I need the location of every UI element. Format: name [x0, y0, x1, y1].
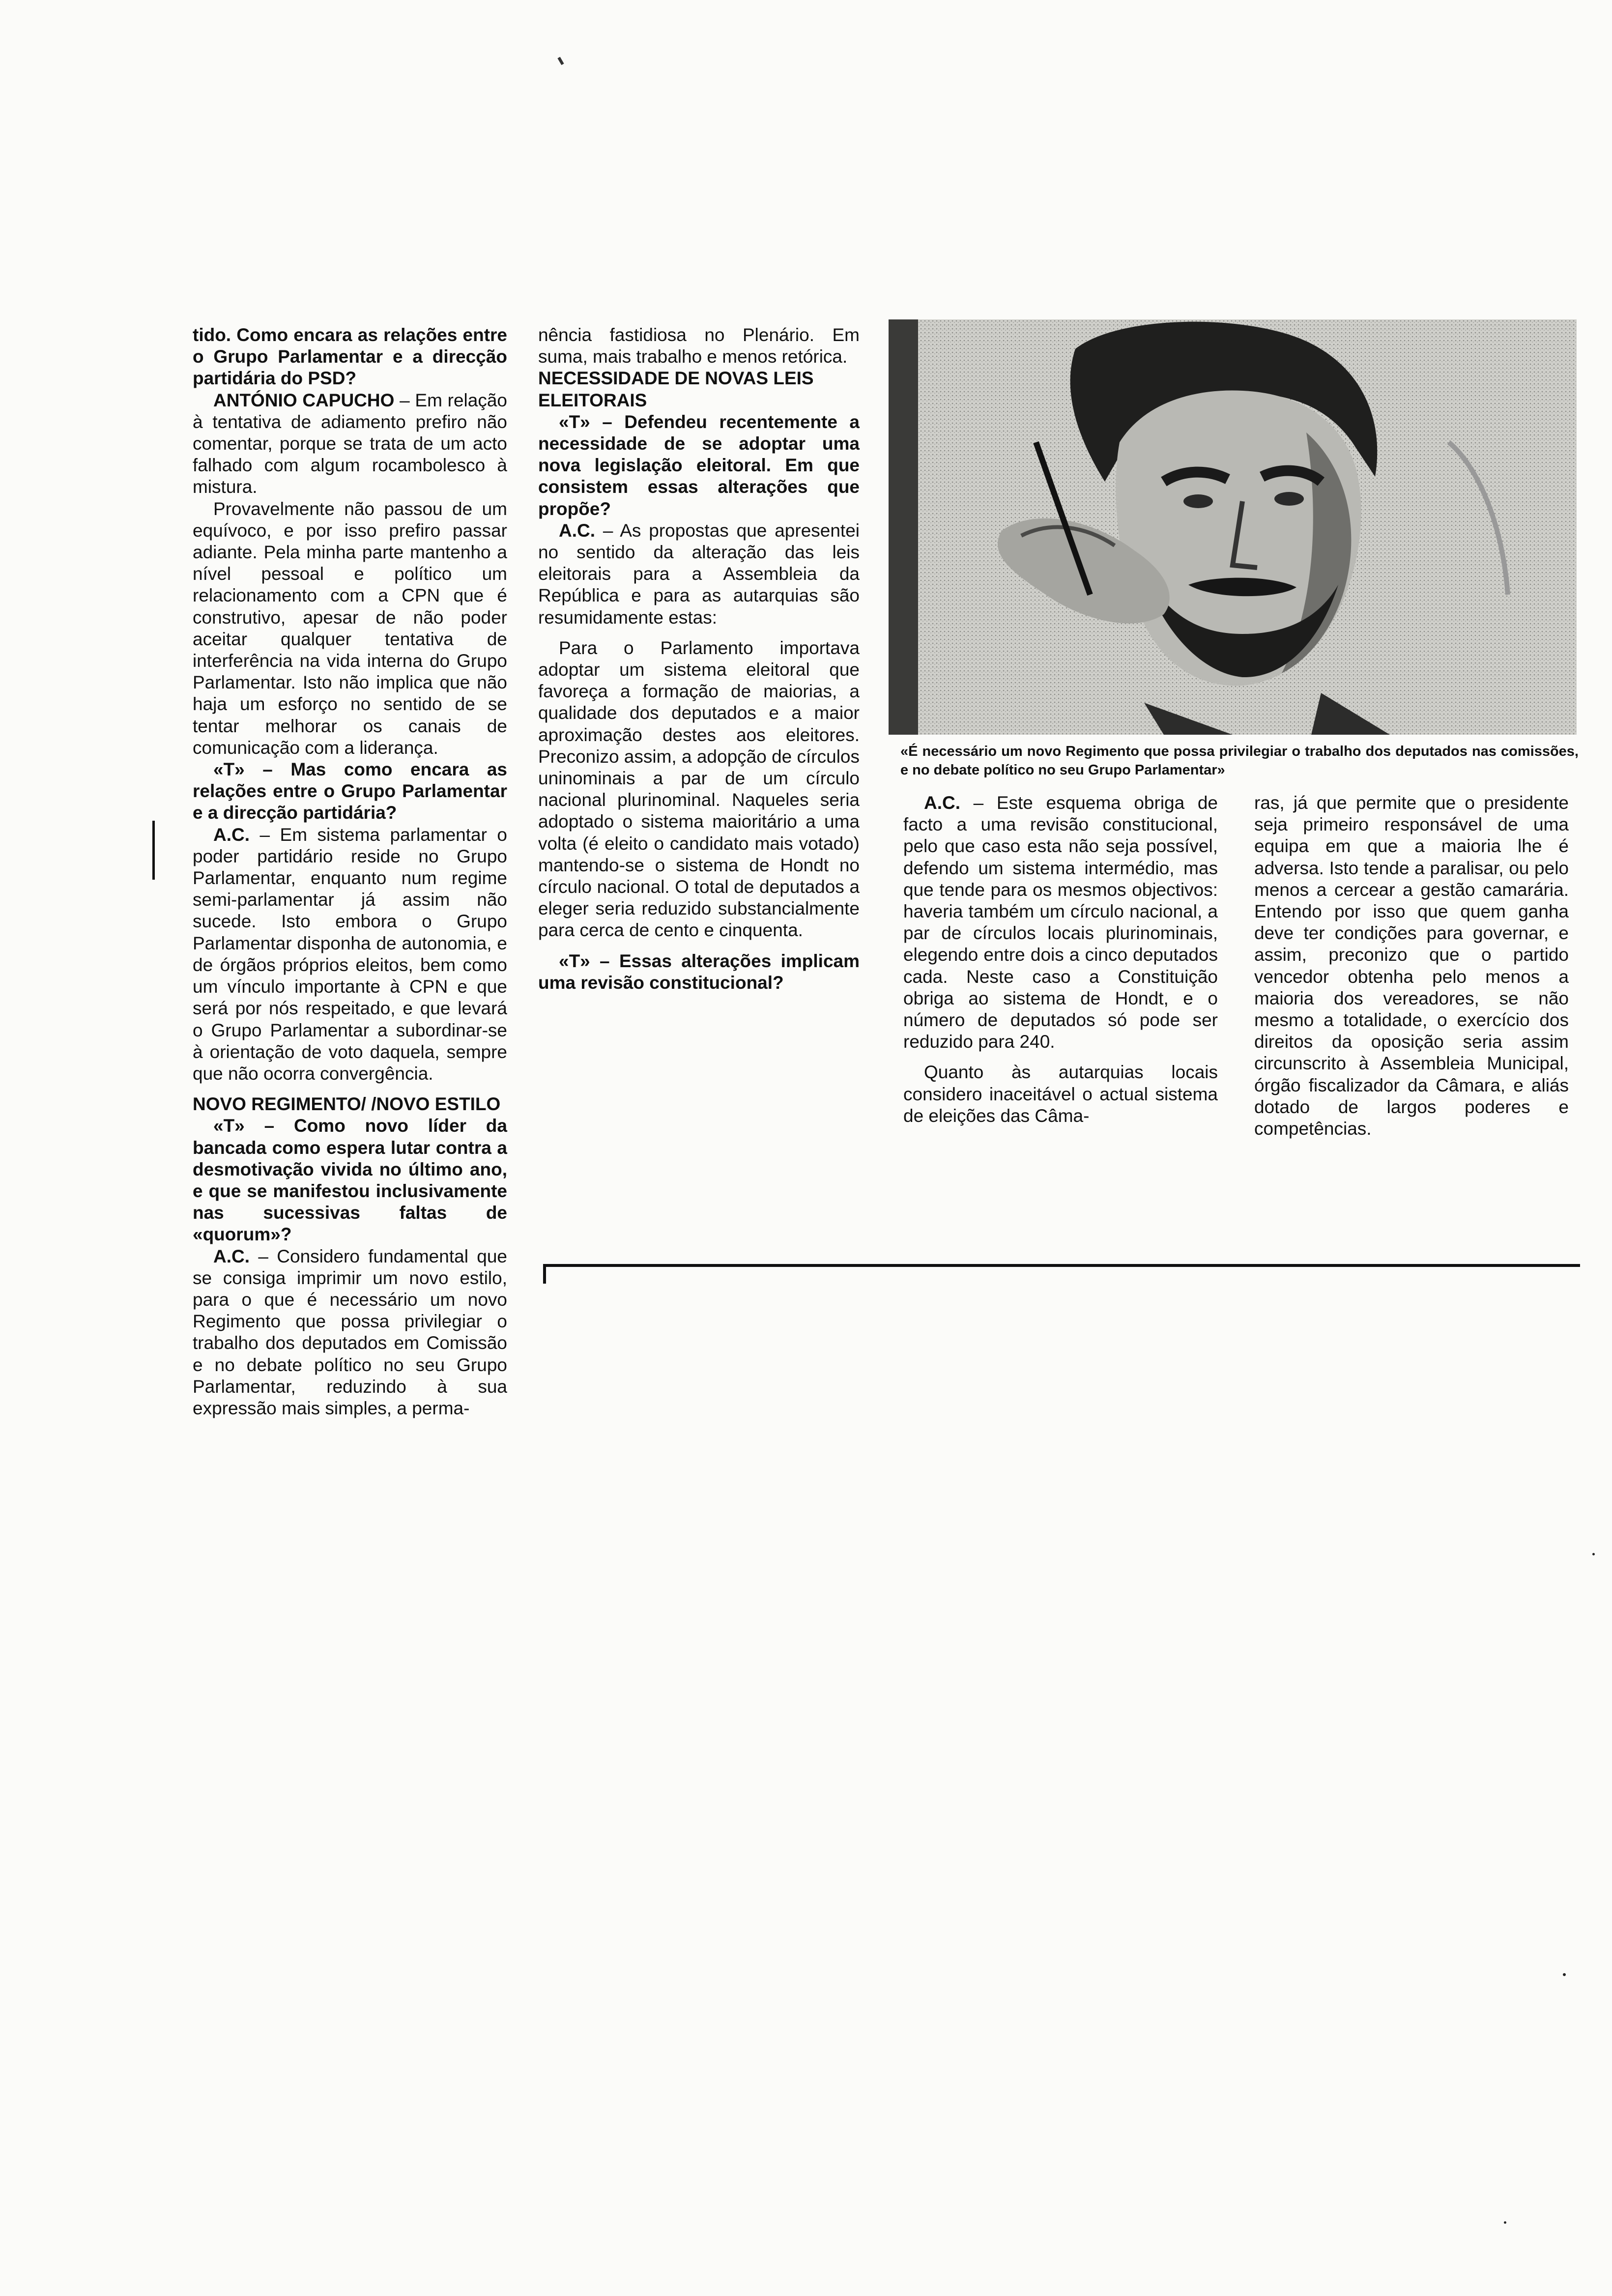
photo-caption: «É necessário um novo Regimento que possa privilegiar o trabalho dos deputados nas comissões, e no debate político no seu Grupo Parlamentar» — [900, 744, 1579, 778]
answer-paragraph — [903, 792, 1218, 1053]
scan-speck — [1563, 1973, 1566, 1976]
speaker-name: ANTÓNIO CAPUCHO — [213, 390, 395, 410]
answer-paragraph — [193, 390, 507, 498]
body-paragraph: Para o Parlamento importava adoptar um sistema eleitoral que favoreça a formação de maiorias, a qualidade dos deputados e a maior aproximação destes aos eleitores. Preconizo assim, a adopção de círculos uninominais a par de um círculo nacional plurinominal. Naqueles seria adoptado o sistema maioritário a uma volta (é eleito o candidato mais votado) mantendo-se o sistema de Hondt no círculo nacional. O total de deputados a eleger seria reduzido substancialmente para cerca de cento e cinquenta. — [538, 637, 860, 941]
answer-paragraph — [538, 520, 860, 629]
scan-speck — [1504, 2221, 1506, 2224]
portrait-photo — [889, 319, 1577, 735]
column-tick-mark — [152, 821, 155, 880]
section-heading: NOVO REGIMENTO/ /NOVO ESTILO — [193, 1094, 501, 1115]
article-column-4 — [1254, 792, 1569, 1140]
section-heading: NECESSIDADE DE NOVAS LEIS ELEITORAIS — [538, 368, 814, 410]
body-paragraph: Quanto às autarquias locais considero inaceitável o actual sistema de eleições das Câma- — [903, 1062, 1218, 1126]
body-paragraph: nência fastidiosa no Plenário. Em suma, mais trabalho e menos retórica. — [538, 325, 860, 367]
answer-text: – Considero fundamental que se consiga imprimir um novo estilo, para o que é necessário um novo Regimento que possa privilegiar o trabalho dos deputados em Comissão e no debate político no seu Grupo Parlamentar, reduzindo à sua expressão mais simples, a perma- — [193, 1246, 507, 1418]
bottom-rule — [543, 1264, 1580, 1267]
question-text: tido. Como encara as relações entre o Grupo Parlamentar e a direcção partidária do PSD? — [193, 325, 507, 389]
answer-paragraph — [193, 1246, 507, 1420]
scan-mark — [557, 57, 564, 65]
answer-text: – Este esquema obriga de facto a uma revisão constitucional, pelo que caso esta não seja possível, defendo um sistema intermédio, mas que tende para os mesmos objectivos: haveria também um círculo nacional, a par de círculos locais plurinominais, elegendo entre dois a cinco deputados cada. Neste caso a Constituição obriga ao sistema de Hondt, e o número de deputados só pode ser reduzido para 240. — [903, 793, 1218, 1052]
body-paragraph: Provavelmente não passou de um equívoco, e por isso prefiro passar adiante. Pela minha parte mantenho a nível pessoal e político um relacionamento com a CPN que é construtivo, apesar de não poder aceitar qualquer tentativa de interferência na vida interna do Grupo Parlamentar. Isto não implica que não haja um esforço no sentido de se tentar melhorar os canais de comunicação com a liderança. — [193, 498, 507, 758]
speaker-name: A.C. — [559, 520, 595, 541]
question-text: «T» – Mas como encara as relações entre o Grupo Parlamentar e a direcção partidária? — [193, 759, 507, 823]
question-text: «T» – Defendeu recentemente a necessidade de se adoptar uma nova legislação eleitoral. Em que consistem essas alterações que propõe? — [538, 411, 860, 519]
scan-speck — [1592, 1553, 1595, 1555]
article-column-3 — [903, 792, 1218, 1127]
answer-text: – As propostas que apresentei no sentido da alteração das leis eleitorais para a Assembleia da República e para as autarquias são resumidamente estas: — [538, 520, 860, 628]
speaker-name: A.C. — [213, 824, 250, 845]
portrait-illustration — [889, 319, 1577, 735]
speaker-name: A.C. — [924, 793, 960, 813]
answer-paragraph — [193, 824, 507, 1085]
question-text: «T» – Como novo líder da bancada como espera lutar contra a desmotivação vivida no último ano, e que se manifestou inclusivamente nas sucessivas faltas de «quorum»? — [193, 1116, 507, 1245]
article-column-1 — [193, 324, 507, 1419]
article-column-2 — [538, 324, 860, 994]
body-paragraph: ras, já que permite que o presidente seja primeiro responsável de uma equipa em que a maioria lhe é adversa. Isto tende a paralisar, ou pelo menos a cercear a gestão camarária. Entendo por isso que quem ganha deve ter condições para governar, e assim, preconizo que o partido vencedor obtenha pelo menos a maioria dos vereadores, se não mesmo a totalidade, o exercício dos direitos da oposição seria assim circunscrito à Assembleia Municipal, órgão fiscalizador da Câmara, e aliás dotado de largos poderes e competências. — [1254, 793, 1569, 1139]
answer-text: – Em sistema parlamentar o poder partidário reside no Grupo Parlamentar, enquanto num regime semi-parlamentar já assim não sucede. Isto embora o Grupo Parlamentar disponha de autonomia, e de órgãos próprios eleitos, bem como um vínculo importante à CPN e que será por nós respeitado, e que levará o Grupo Parlamentar a subordinar-se à orientação de voto daquela, sempre que não ocorra convergência. — [193, 824, 507, 1084]
bottom-rule-tick — [543, 1264, 546, 1284]
speaker-name: A.C. — [213, 1246, 250, 1266]
question-text: «T» – Essas alterações implicam uma revisão constitucional? — [538, 950, 860, 993]
answer-text: – Em relação à tentativa de adiamento prefiro não comentar, porque se trata de um acto falhado com algum rocambolesco à mistura. — [193, 390, 507, 497]
